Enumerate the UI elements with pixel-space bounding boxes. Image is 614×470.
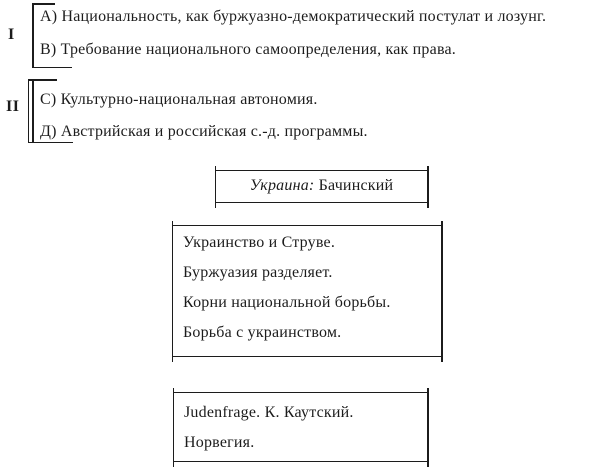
outline-item-c: С) Культурно-национальная автономия. [40, 91, 318, 108]
bracket-ii-bottom-arm [28, 142, 73, 144]
bachinsky-name: Бачинский [318, 177, 394, 194]
bracket-ii-outer-vertical-line [28, 79, 30, 143]
ukrainstvo-box [172, 225, 442, 357]
ukraina-label: Украина: [249, 177, 315, 194]
section-numeral-i: I [8, 26, 15, 43]
judenfrage-box-line-1: Judenfrage. К. Каутский. [184, 404, 354, 421]
section-numeral-ii: II [6, 98, 20, 115]
outline-item-b: В) Требование национального самоопределения, как права. [40, 41, 456, 58]
ukraina-box-title [216, 171, 427, 201]
bracket-i-vertical-line [32, 3, 34, 68]
bracket-ii-inner-vertical-line [32, 79, 34, 143]
judenfrage-box-line-2: Норвегия. [184, 434, 255, 451]
bracket-i-top-arm [32, 3, 55, 5]
outline-item-d: Д) Австрийская и российская с.-д. программы. [40, 123, 368, 140]
ukrainstvo-box-line-3: Корни национальной борьбы. [183, 294, 391, 311]
ukrainstvo-box-line-2: Буржуазия разделяет. [183, 264, 333, 281]
ukraina-box [215, 170, 428, 203]
ukrainstvo-box-line-1: Украинство и Струве. [183, 234, 336, 251]
outline-item-a: А) Национальность, как буржуазно-демократический постулат и лозунг. [40, 8, 547, 25]
bracket-i-bottom-arm [32, 67, 72, 69]
ukrainstvo-box-line-4: Борьба с украинством. [183, 324, 342, 341]
judenfrage-box [173, 392, 428, 462]
bracket-ii-top-arm [28, 79, 57, 81]
